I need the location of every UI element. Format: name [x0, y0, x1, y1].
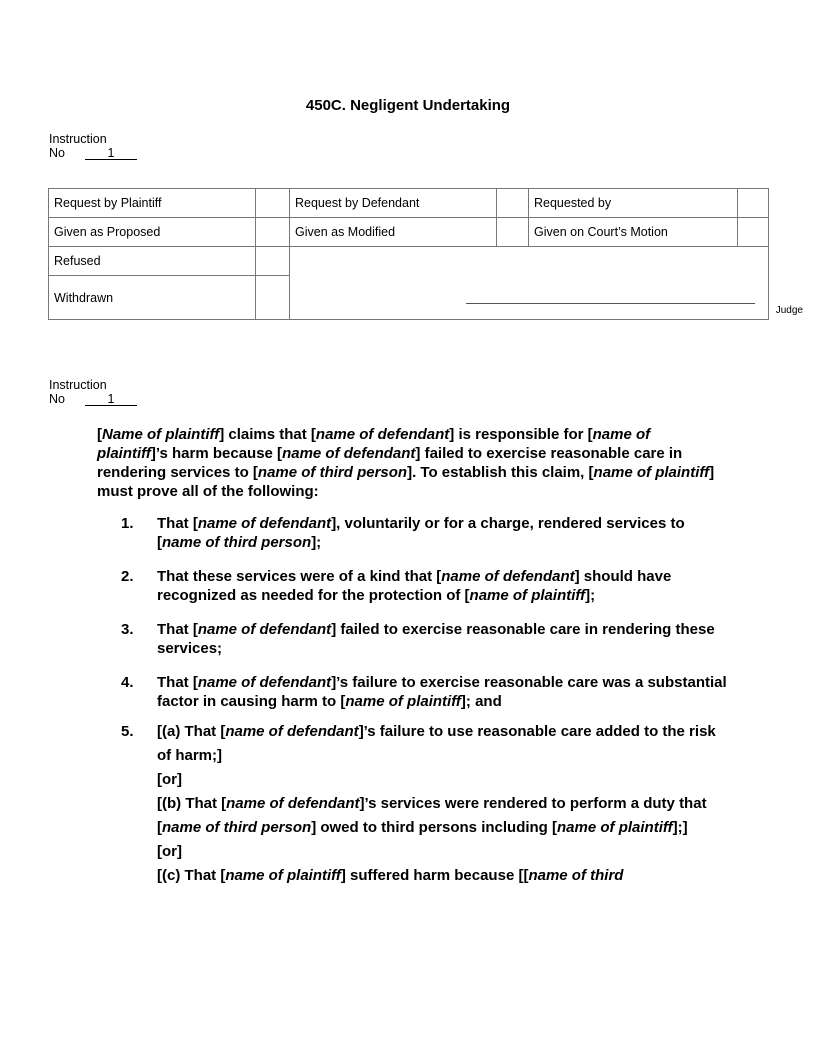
item-number: 2. [121, 568, 134, 585]
no-label: No [49, 392, 65, 406]
item-text [157, 567, 731, 605]
placeholder-text: name of plaintiff [225, 867, 341, 884]
instruction-text: ]; [585, 587, 596, 604]
item-line [157, 792, 731, 840]
placeholder-text: name of defendant [282, 445, 416, 462]
instruction-text: ], voluntarily or for a charge, rendered services to [ [157, 515, 685, 551]
instruction-text: [or] [157, 771, 182, 788]
item-line [157, 514, 731, 552]
instruction-text: [(b) That [ [157, 795, 227, 812]
judge-label: Judge [775, 305, 803, 316]
placeholder-text: name of defendant [441, 568, 575, 585]
instruction-text: [or] [157, 843, 182, 860]
item-line [157, 673, 731, 711]
placeholder-text: name of defendant [197, 674, 332, 691]
item-line [157, 567, 731, 605]
instruction-intro-paragraph [97, 425, 722, 501]
placeholder-text: Name of plaintiff [102, 426, 220, 443]
instruction-text: ]’s failure to use reasonable care added to the risk of harm;] [157, 723, 716, 764]
request-by-defendant-label: Request by Defendant [290, 189, 497, 218]
requested-by-label: Requested by [529, 189, 738, 218]
item-number: 3. [121, 621, 134, 638]
instruction-text: That [ [157, 674, 198, 691]
item-text [157, 514, 731, 552]
instruction-text: [(a) That [ [157, 723, 226, 740]
instruction-text: ]; and [460, 693, 502, 710]
given-as-modified-label: Given as Modified [290, 218, 497, 247]
no-label: No [49, 146, 65, 160]
withdrawn-label: Withdrawn [49, 276, 256, 320]
instruction-number: 1 [85, 147, 137, 160]
given-on-courts-motion-checkbox[interactable] [738, 218, 769, 247]
instruction-text: ] failed to exercise reasonable care in rendering services to [ [97, 445, 683, 481]
placeholder-text: name of defendant [315, 426, 450, 443]
requested-by-checkbox[interactable] [738, 189, 769, 218]
item-line [157, 864, 731, 888]
item-text [157, 673, 731, 711]
given-as-modified-checkbox[interactable] [497, 218, 529, 247]
request-by-plaintiff-label: Request by Plaintiff [49, 189, 256, 218]
instruction-text: ] should have recognized as needed for the protection of [ [157, 568, 672, 604]
item-line [157, 720, 731, 768]
refused-checkbox[interactable] [256, 247, 290, 276]
instruction-number-block [49, 132, 137, 160]
placeholder-text: name of defendant [225, 723, 359, 740]
instruction-text: ] is responsible for [ [449, 426, 593, 443]
item-text [157, 720, 731, 888]
instruction-label: Instruction [49, 132, 107, 146]
placeholder-text: name of defendant [197, 515, 332, 532]
instruction-disposition-table [48, 188, 769, 320]
instruction-text: ] failed to exercise reasonable care in rendering these services; [157, 621, 715, 657]
placeholder-text: name of third person [162, 534, 312, 551]
item-line [157, 620, 731, 658]
list-item [121, 620, 731, 658]
instruction-text: ]’s harm because [ [150, 445, 283, 462]
item-line [157, 840, 731, 864]
placeholder-text: name of plaintiff [593, 464, 710, 481]
placeholder-text: name of plaintiff [97, 426, 651, 462]
list-item [121, 720, 731, 888]
given-as-proposed-label: Given as Proposed [49, 218, 256, 247]
item-number: 1. [121, 515, 134, 532]
placeholder-text: name of plaintiff [469, 587, 586, 604]
refused-label: Refused [49, 247, 256, 276]
list-item [121, 567, 731, 605]
instruction-text: ] suffered harm because [[ [340, 867, 529, 884]
placeholder-text: name of defendant [226, 795, 360, 812]
judge-signature-area[interactable] [290, 247, 769, 320]
instruction-number: 1 [85, 393, 137, 406]
item-number: 4. [121, 674, 134, 691]
judge-signature-line [466, 303, 755, 304]
instruction-text: ]. To establish this claim, [ [407, 464, 594, 481]
placeholder-text: name of defendant [197, 621, 332, 638]
item-text [157, 620, 731, 658]
item-line [157, 768, 731, 792]
withdrawn-checkbox[interactable] [256, 276, 290, 320]
instruction-text: ] must prove all of the following: [97, 464, 715, 500]
elements-list [121, 514, 731, 903]
instruction-text: [ [97, 426, 102, 443]
placeholder-text: name of third person [257, 464, 408, 481]
list-item [121, 673, 731, 711]
instruction-text: [(c) That [ [157, 867, 226, 884]
instruction-text: ]’s failure to exercise reasonable care was a substantial factor in causing harm to [ [157, 674, 727, 710]
instruction-text: ] claims that [ [219, 426, 316, 443]
request-by-defendant-checkbox[interactable] [497, 189, 529, 218]
given-on-courts-motion-label: Given on Court’s Motion [529, 218, 738, 247]
given-as-proposed-checkbox[interactable] [256, 218, 290, 247]
instruction-text: That [ [157, 621, 198, 638]
instruction-text: ]’s services were rendered to perform a duty that [ [157, 795, 707, 836]
item-number: 5. [121, 723, 134, 740]
instruction-text: ]; [311, 534, 322, 551]
placeholder-text: name of plaintiff [557, 819, 673, 836]
instruction-label: Instruction [49, 378, 107, 392]
request-by-plaintiff-checkbox[interactable] [256, 189, 290, 218]
placeholder-text: name of third person [162, 819, 312, 836]
placeholder-text: name of plaintiff [345, 693, 461, 710]
instruction-text: That these services were of a kind that [ [157, 568, 442, 585]
instruction-text: ];] [672, 819, 688, 836]
page-title: 450C. Negligent Undertaking [305, 97, 511, 114]
instruction-text: That [ [157, 515, 198, 532]
placeholder-text: name of third [528, 867, 624, 884]
list-item [121, 514, 731, 552]
instruction-text: ] owed to third persons including [ [311, 819, 558, 836]
instruction-number-block-2 [49, 378, 137, 406]
